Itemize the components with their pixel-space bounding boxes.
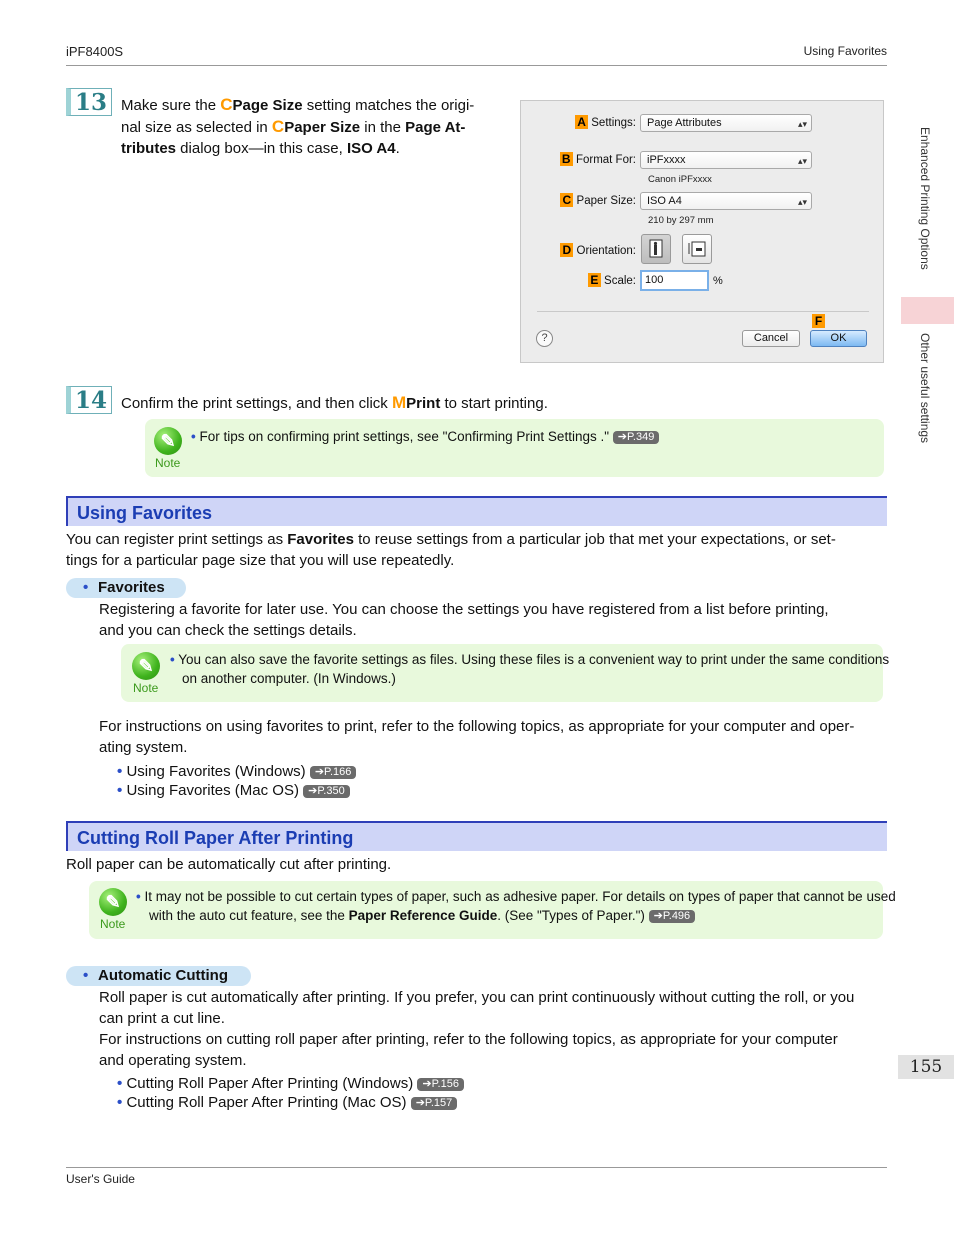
- page-ref-link[interactable]: ➔P.349: [613, 431, 660, 444]
- footer-guide: User's Guide: [66, 1172, 135, 1186]
- paper-size-popup[interactable]: ISO A4 ▴▾: [640, 192, 812, 210]
- portrait-button[interactable]: [641, 234, 671, 264]
- page-ref-link: ➔P.156: [417, 1078, 464, 1091]
- portrait-icon: [647, 239, 665, 259]
- note-box-3: [89, 881, 896, 939]
- step-13-number: 13: [66, 88, 112, 116]
- letter-d-badge: D: [560, 243, 573, 257]
- section-using-favorites: [66, 496, 887, 526]
- popup-arrows-icon: ▴▾: [797, 156, 807, 166]
- page-number: 155: [898, 1055, 954, 1079]
- note-pencil-icon: ✎: [132, 652, 160, 680]
- format-for-popup[interactable]: iPFxxxx ▴▾: [640, 151, 812, 169]
- letter-e-badge: E: [588, 273, 601, 287]
- subheading-favorites: • Favorites: [66, 578, 186, 598]
- letter-c-icon: C: [220, 95, 233, 114]
- format-for-label: B Format For:: [551, 152, 636, 166]
- favorites-link-list: [117, 762, 356, 800]
- cancel-button[interactable]: Cancel: [742, 330, 800, 347]
- landscape-button[interactable]: [682, 234, 712, 264]
- header-section: Using Favorites: [803, 44, 887, 58]
- section-1-intro: You can register print settings as Favorites to reuse settings from a particular job that met your expectations, or set- tings for a particular page size that you will use repeatedly.: [66, 531, 836, 569]
- letter-b-badge: B: [560, 152, 573, 166]
- note-box-2: [121, 644, 890, 702]
- step-13-text: Make sure the CPage Size setting matches the origi- nal size as selected in CPaper Size in the Page At- tributes dialog box—in this case, ISO A4.: [121, 95, 475, 157]
- note-box-1: [145, 419, 884, 477]
- letter-c-icon: C: [271, 117, 285, 136]
- paper-size-sub: 210 by 297 mm: [648, 215, 714, 226]
- cutting-link-list: [117, 1074, 464, 1112]
- format-for-sub: Canon iPFxxxx: [648, 174, 712, 185]
- settings-label: A Settings:: [571, 115, 636, 129]
- letter-m-icon: M: [391, 393, 407, 412]
- subheading-automatic-cutting: • Automatic Cutting: [66, 966, 251, 986]
- favorites-description: Registering a favorite for later use. You can choose the settings you have registered from a list before printing, and you can check the settings details.: [99, 601, 829, 639]
- note-pencil-icon: ✎: [154, 427, 182, 455]
- scale-unit: %: [713, 275, 723, 287]
- section-cutting-roll-paper: [66, 821, 887, 851]
- note-label: Note: [100, 917, 126, 931]
- side-tab-other: Other useful settings: [918, 333, 932, 444]
- page-setup-dialog: [520, 100, 884, 363]
- letter-f-badge: F: [812, 314, 825, 328]
- letter-c-badge: C: [560, 193, 573, 207]
- section-title: Cutting Roll Paper After Printing: [77, 828, 354, 848]
- orientation-label: D Orientation:: [541, 243, 636, 257]
- scale-input[interactable]: 100: [640, 270, 709, 291]
- header-rule: [66, 65, 887, 66]
- help-button[interactable]: ?: [536, 330, 553, 347]
- note-pencil-icon: ✎: [99, 888, 127, 916]
- list-item[interactable]: • Cutting Roll Paper After Printing (Windows) ➔P.156: [117, 1074, 464, 1093]
- page-ref-link: ➔P.350: [303, 785, 350, 798]
- list-item[interactable]: • Using Favorites (Windows) ➔P.166: [117, 762, 356, 781]
- step-14-number: 14: [66, 386, 112, 414]
- side-tab-enhanced: Enhanced Printing Options: [918, 127, 932, 270]
- popup-arrows-icon: ▴▾: [797, 119, 807, 129]
- list-item[interactable]: • Using Favorites (Mac OS) ➔P.350: [117, 781, 356, 800]
- dialog-separator: [537, 311, 869, 312]
- side-tab-marker: [901, 297, 954, 324]
- section-2-intro: Roll paper can be automatically cut after printing.: [66, 856, 392, 873]
- header-model: iPF8400S: [66, 44, 124, 59]
- step-14-text: Confirm the print settings, and then click MPrint to start printing.: [121, 393, 548, 412]
- note-1-text: • For tips on confirming print settings, see "Confirming Print Settings ." ➔P.349: [191, 427, 659, 446]
- landscape-icon: [687, 240, 707, 258]
- page-ref-link[interactable]: ➔P.496: [649, 910, 696, 923]
- settings-popup[interactable]: Page Attributes ▴▾: [640, 114, 812, 132]
- note-label: Note: [133, 681, 159, 695]
- note-2-text: • You can also save the favorite settings as files. Using these files is a convenient way to print under the same conditions on another computer. (In Windows.): [170, 652, 890, 686]
- page-ref-link: ➔P.166: [310, 766, 357, 779]
- automatic-cutting-description: Roll paper is cut automatically after printing. If you prefer, you can print continuously without cutting the roll, or you can print a cut line. For instructions on cutting roll paper after printing, refer to the following topics, as appropriate for your computer and operating system.: [99, 989, 855, 1069]
- paper-size-label: C Paper Size:: [551, 193, 636, 207]
- favorites-instructions: For instructions on using favorites to print, refer to the following topics, as appropriate for your computer and oper- ating system.: [99, 718, 855, 756]
- scale-label: E Scale:: [571, 273, 636, 287]
- letter-a-badge: A: [575, 115, 588, 129]
- ok-button[interactable]: OK: [810, 330, 867, 347]
- section-title: Using Favorites: [77, 503, 213, 523]
- note-3-text: • It may not be possible to cut certain types of paper, such as adhesive paper. For details on types of paper that cannot be used with the auto cut feature, see the Paper Reference Guide. (See "Types of Paper.") ➔P.496: [136, 889, 896, 923]
- list-item[interactable]: • Cutting Roll Paper After Printing (Mac OS) ➔P.157: [117, 1093, 464, 1112]
- note-label: Note: [155, 456, 181, 470]
- page-ref-link: ➔P.157: [411, 1097, 458, 1110]
- popup-arrows-icon: ▴▾: [797, 197, 807, 207]
- footer-rule: [66, 1167, 887, 1168]
